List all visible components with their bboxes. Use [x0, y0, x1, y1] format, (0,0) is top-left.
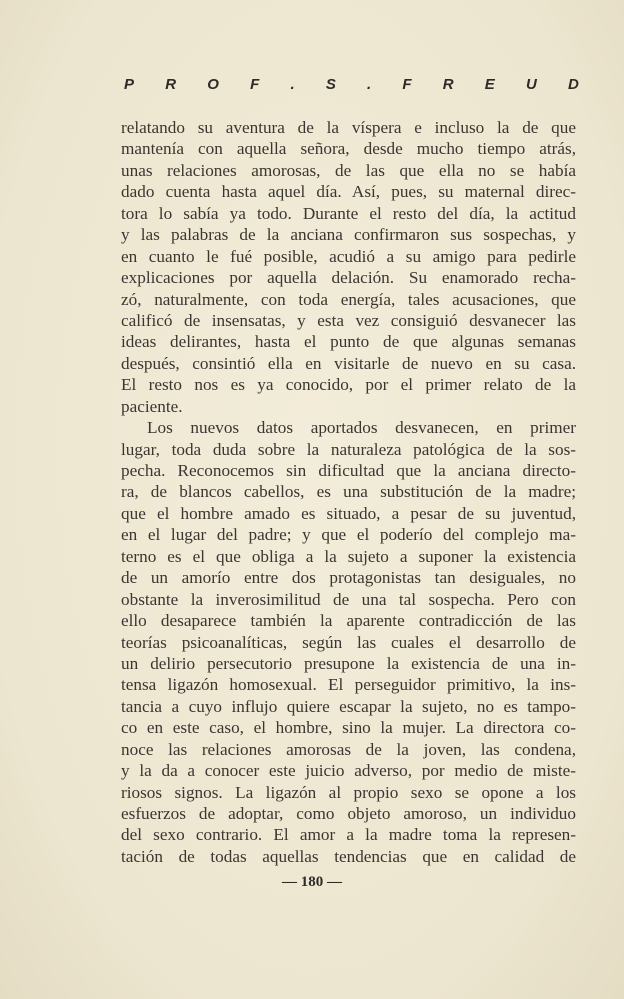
- text-line: co en este caso, el hombre, sino la mujer. La directora co-: [121, 718, 576, 738]
- text-line: de un amorío entre dos protagonistas tan desiguales, no: [121, 568, 576, 588]
- text-line: unas relaciones amorosas, de las que ella no se había: [121, 160, 576, 180]
- header-letter: E: [484, 76, 495, 93]
- text-line: teorías psicoanalíticas, según las cuales el desarrollo de: [121, 632, 576, 652]
- text-line: en el lugar del padre; y que el poderío del complejo ma-: [121, 525, 576, 545]
- text-line: ra, de blancos cabellos, es una substitución de la madre;: [121, 482, 576, 502]
- text-line: explicaciones por aquella delación. Su enamorado recha-: [121, 268, 576, 288]
- text-line: paciente.: [121, 396, 183, 416]
- text-line: obstante la inverosimilitud de una tal sospecha. Pero con: [121, 589, 576, 609]
- page-number: — 180 —: [282, 874, 342, 890]
- text-line: tación de todas aquellas tendencias que en calidad de: [121, 846, 576, 866]
- text-line: relatando su aventura de la víspera e incluso la de que: [121, 118, 576, 137]
- text-line: dado cuenta hasta aquel día. Así, pues, su maternal direc-: [121, 182, 576, 202]
- text-line: mantenía con aquella señora, desde mucho tiempo atrás,: [121, 139, 576, 159]
- header-letter: R: [442, 76, 454, 93]
- header-letter: D: [568, 76, 579, 93]
- header-letter: F: [402, 76, 412, 93]
- text-line: ideas delirantes, hasta el punto de que algunas semanas: [121, 332, 576, 352]
- header-letter: F: [250, 76, 260, 93]
- header-letter: U: [525, 76, 537, 93]
- text-line: después, consintió ella en visitarle de nuevo en su casa.: [121, 353, 576, 373]
- text-line: tensa ligazón homosexual. El perseguidor primitivo, la ins-: [121, 675, 576, 695]
- text-line: un delirio persecutorio presupone la existencia de una in-: [121, 653, 576, 673]
- header-letter: S: [325, 76, 336, 93]
- text-line: pecha. Reconocemos sin dificultad que la anciana directo-: [121, 461, 576, 480]
- header-letter: P: [124, 76, 135, 93]
- text-line: y las palabras de la anciana confirmaron sus sospechas, y: [121, 225, 576, 245]
- text-line: zó, naturalmente, con toda energía, tales acusaciones, que: [121, 289, 576, 309]
- text-line: ello desaparece también la aparente contradicción de las: [121, 611, 576, 631]
- header-letter: O: [207, 76, 219, 93]
- body-text: [121, 117, 576, 867]
- text-line: del sexo contrario. El amor a la madre toma la represen-: [121, 825, 576, 845]
- text-line: riosos signos. La ligazón al propio sexo se opone a los: [121, 782, 576, 802]
- text-line: y la da a conocer este juicio adverso, por medio de miste-: [121, 761, 576, 781]
- text-line: tancia a cuyo influjo quiere escapar la sujeto, no es tampo-: [121, 696, 576, 716]
- text-line: lugar, toda duda sobre la naturaleza patológica de la sos-: [121, 439, 576, 459]
- text-line: noce las relaciones amorosas de la joven, las condena,: [121, 739, 576, 759]
- text-line: que el hombre amado es situado, a pesar de su juventud,: [121, 503, 576, 523]
- text-line: tora lo sabía ya todo. Durante el resto del día, la actitud: [121, 203, 576, 223]
- header-letter: .: [290, 76, 295, 93]
- header-letter: .: [367, 76, 372, 93]
- header-letter: R: [165, 76, 177, 93]
- text-line: esfuerzos de adoptar, como objeto amoroso, un individuo: [121, 804, 576, 823]
- text-line: terno es el que obliga a la sujeto a suponer la existencia: [121, 546, 576, 566]
- text-line: calificó de insensatas, y esta vez consiguió desvanecer las: [121, 310, 576, 330]
- text-line: en cuanto le fué posible, acudió a su amigo para pedirle: [121, 246, 576, 266]
- text-line: Los nuevos datos aportados desvanecen, en primer: [147, 418, 576, 438]
- text-line: El resto nos es ya conocido, por el primer relato de la: [121, 375, 576, 395]
- running-header: [124, 76, 579, 98]
